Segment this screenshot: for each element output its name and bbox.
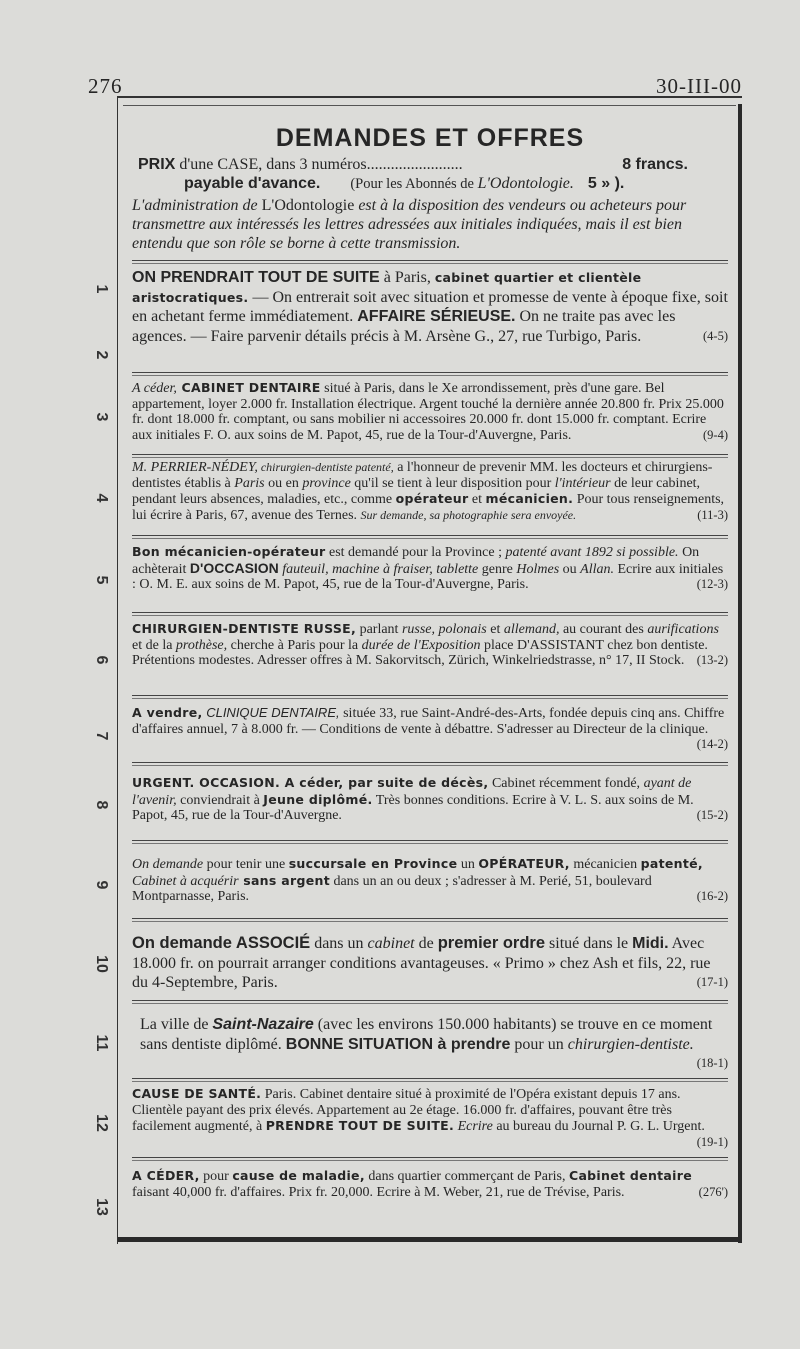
ad-10-text: pour un bbox=[510, 1035, 568, 1053]
ad-8-bold: patenté, bbox=[640, 856, 703, 871]
abonnes-text: (Pour les Abonnés de bbox=[350, 176, 478, 192]
ad-4-text: Ecrire aux initiales : O. M. E. aux soins de M. Papot, 45, rue de la Tour-d'Auvergne, Paris. bbox=[132, 561, 724, 593]
ad-9-ref: (17-1) bbox=[696, 975, 728, 989]
separator bbox=[132, 840, 728, 841]
ad-2-text: situé à Paris, dans le Xe arrondissement, près d'une gare. Bel appartement, loyer 2.000 fr. Installation électrique. Argent touché la dernière année 20.800 fr. Prix 25.000 fr. dont 18.000 fr. comptant, ou sans mobilier ni accessoires 20.000 fr. dont 15.000 fr. comptant. Ecrire aux initiales F. O. aux soins de M. Papot, 45, rue de la Tour-d'Auvergne, Paris. bbox=[132, 381, 724, 443]
ad-3-text: et bbox=[468, 492, 486, 508]
ad-3-lead: M. PERRIER-NÉDEY, bbox=[132, 460, 258, 475]
page-number: 276 bbox=[88, 74, 123, 98]
ad-9-bold: premier ordre bbox=[437, 934, 546, 952]
separator bbox=[132, 1000, 728, 1001]
ad-3-bold: mécanicien. bbox=[485, 491, 574, 507]
separator bbox=[132, 762, 728, 763]
ad-3-text: province bbox=[302, 475, 351, 491]
ad-3-bold: opérateur bbox=[395, 491, 469, 507]
ad-6 bbox=[132, 705, 728, 753]
separator bbox=[132, 612, 728, 613]
ad-1 bbox=[132, 268, 728, 346]
ad-11-text: Ecrire bbox=[454, 1119, 493, 1135]
margin-number-11: 11 bbox=[93, 1034, 110, 1052]
ad-2-bold: CABINET DENTAIRE bbox=[176, 380, 321, 395]
margin-number-1: 1 bbox=[93, 284, 110, 294]
ad-3-text: l'intérieur bbox=[554, 475, 611, 491]
margin-number-9: 9 bbox=[93, 880, 110, 890]
margin-number-3: 3 bbox=[93, 412, 110, 422]
ad-3-text: de leur cabinet, pendant leurs absences, maladies, etc., comme bbox=[132, 475, 701, 508]
ad-4 bbox=[132, 544, 728, 593]
ad-9-text: de bbox=[414, 935, 438, 952]
ad-2 bbox=[132, 380, 728, 443]
ad-4-ref: (12-3) bbox=[696, 577, 728, 592]
ad-3-ref: (11-3) bbox=[697, 507, 728, 522]
ad-8-bold: sans argent bbox=[238, 872, 330, 888]
ad-11-text: Paris. Cabinet dentaire situé à proximité de l'Opéra existant depuis 17 ans. Clientèle payant des prix élevés. Appartement au 2e étage. 16.000 fr. d'affaires, pouvant être très facilement augmenté, à bbox=[132, 1087, 681, 1135]
ad-4-text: genre bbox=[478, 561, 517, 577]
ad-1-lead: ON PRENDRAIT TOUT DE SUITE bbox=[132, 269, 380, 286]
ad-11-ref: (19-1) bbox=[696, 1134, 728, 1149]
ad-9-text: Avec 18.000 fr. on pourrait arranger conditions avantageuses. « Primo » chez Ash et fils, 22, rue du 4-Septembre, Paris. bbox=[132, 935, 711, 991]
ad-5-text: parlant bbox=[356, 622, 402, 637]
ad-9-lead: On demande ASSOCIÉ bbox=[132, 934, 311, 952]
ad-8-text: mécanicien bbox=[569, 857, 641, 872]
ad-10-lead: La ville de bbox=[140, 1016, 213, 1033]
ad-1-bold: AFFAIRE SÉRIEUSE. bbox=[357, 308, 516, 325]
intro-block bbox=[132, 155, 728, 253]
separator bbox=[132, 695, 728, 696]
ad-11 bbox=[132, 1086, 728, 1150]
ad-2-ref: (9-4) bbox=[703, 427, 728, 442]
ad-7-text: Cabinet récemment fondé, bbox=[488, 776, 644, 791]
ad-4-text: est demandé pour la Province ; bbox=[325, 545, 506, 560]
ad-6-text: située 33, rue Saint-André-des-Arts, fondée depuis cinq ans. Chiffre d'affaires annuel, 7 à 8.000 fr. — Conditions de vente à débattre. S'adresser au Directeur de la clinique. bbox=[132, 706, 725, 737]
abonnes-price: 5 » ). bbox=[587, 175, 625, 192]
margin-number-5: 5 bbox=[93, 575, 110, 585]
ad-11-bold: PRENDRE TOUT DE SUITE. bbox=[265, 1118, 455, 1134]
ad-5-text: prothèse, bbox=[175, 637, 228, 653]
separator bbox=[132, 260, 728, 261]
margin-number-4: 4 bbox=[93, 493, 110, 503]
ad-9-text: situé dans le bbox=[545, 935, 633, 952]
ad-5 bbox=[132, 621, 728, 669]
ad-12-ref: (276') bbox=[698, 1184, 728, 1199]
ad-8-text: un bbox=[457, 857, 479, 872]
ad-3-text: chirurgien-dentiste patenté, bbox=[257, 460, 394, 474]
note-text-2: est à la disposition des vendeurs ou acheteurs pour transmettre aux intéressés les lettres adressées aux initiales indiquées, mais il est bien entendu que son rôle se borne à cette transmission. bbox=[132, 197, 687, 252]
ad-3-text: Pour tous renseignements, lui écrire à Paris, 67, avenue des Ternes. bbox=[132, 492, 725, 523]
ad-9-text: cabinet bbox=[367, 935, 415, 952]
ad-3-text: qu'il se tient à leur disposition pour bbox=[350, 475, 555, 491]
ad-11-text: au bureau du Journal P. G. L. Urgent. bbox=[492, 1119, 705, 1135]
ad-10-bold: BONNE SITUATION à prendre bbox=[285, 1035, 511, 1053]
ad-10-ref: (18-1) bbox=[696, 1056, 728, 1070]
ad-5-text: et bbox=[486, 622, 504, 637]
ad-5-text: russe, polonais bbox=[401, 622, 487, 637]
ad-12-text: pour bbox=[199, 1169, 233, 1184]
ad-2-lead: A céder, bbox=[132, 381, 177, 396]
ad-9 bbox=[132, 934, 728, 993]
ad-3 bbox=[132, 460, 728, 523]
ad-5-text: cherche à Paris pour la bbox=[227, 637, 362, 653]
ad-5-ref: (13-2) bbox=[696, 653, 728, 668]
ad-1-ref: (4-5) bbox=[703, 328, 728, 343]
ad-8-text: Cabinet à acquérir bbox=[132, 873, 239, 889]
ad-5-text: aurifications bbox=[647, 622, 719, 637]
ad-8-bold: succursale en Province bbox=[288, 856, 458, 871]
ad-8-text: pour tenir une bbox=[203, 857, 289, 872]
price-value: 8 francs. bbox=[622, 156, 688, 173]
separator bbox=[132, 918, 728, 919]
separator bbox=[132, 1157, 728, 1158]
ad-3-text: a l'honneur de prevenir MM. les docteurs et chirurgiens-dentistes établis à bbox=[132, 460, 713, 491]
ad-4-text: Allan. bbox=[580, 561, 614, 577]
separator bbox=[132, 1078, 728, 1079]
ad-5-text: et de la bbox=[132, 637, 176, 653]
ad-3-text: ou en bbox=[264, 475, 303, 491]
ad-5-text: durée de l'Exposition bbox=[361, 637, 481, 653]
ad-1-text: à Paris, bbox=[379, 269, 435, 286]
note-text-1: L'administration de bbox=[132, 197, 262, 214]
ad-3-text: Sur demande, sa photographie sera envoyée. bbox=[360, 507, 577, 522]
ad-8 bbox=[132, 856, 728, 905]
ad-9-text: dans un bbox=[310, 935, 368, 952]
ad-11-lead: CAUSE DE SANTÉ. bbox=[132, 1086, 262, 1101]
margin-number-8: 8 bbox=[93, 800, 110, 810]
price-text: d'une CASE, dans 3 numéros........................ bbox=[175, 156, 463, 173]
ad-4-text: fauteuil, machine à fraiser, tablette bbox=[278, 561, 479, 577]
ad-1-bold: cabinet quartier et clientèle aristocratiques. bbox=[132, 270, 642, 305]
ad-8-text: dans un an ou deux ; s'adresser à M. Perié, 51, boulevard Montparnasse, Paris. bbox=[132, 873, 652, 905]
ad-4-text: On achèterait bbox=[132, 545, 700, 577]
ad-9-bold: Midi. bbox=[632, 935, 669, 952]
note-journal: L'Odontologie bbox=[261, 197, 355, 214]
ad-6-lead: A vendre, bbox=[132, 705, 203, 720]
ad-10-text: chirurgien-dentiste. bbox=[567, 1035, 694, 1053]
price-label: PRIX bbox=[138, 156, 176, 173]
ad-10-bold: Saint-Nazaire bbox=[212, 1016, 314, 1033]
ad-4-lead: Bon mécanicien-opérateur bbox=[132, 544, 326, 559]
ad-7-text: conviendrait à bbox=[176, 792, 264, 808]
payable-text: payable d'avance. bbox=[184, 175, 321, 192]
ad-8-ref: (16-2) bbox=[696, 889, 728, 904]
ad-10 bbox=[140, 1015, 728, 1074]
ad-7-ref: (15-2) bbox=[696, 808, 728, 823]
ad-1-text: On ne traite pas avec les agences. — Faire parvenir détails précis à M. Arsène G., 27, rue Turbigo, Paris. bbox=[132, 308, 676, 345]
ad-10-text: (avec les environs 150.000 habitants) se trouve en ce moment sans dentiste diplômé. bbox=[140, 1016, 713, 1053]
separator bbox=[132, 372, 728, 373]
ad-5-text: allemand, bbox=[503, 622, 560, 637]
ad-12-bold: cause de maladie, bbox=[232, 1168, 365, 1183]
ad-7-text: ayant de l'avenir, bbox=[132, 776, 692, 808]
ad-7 bbox=[132, 775, 728, 824]
ad-12-text: dans quartier commerçant de Paris, bbox=[364, 1169, 569, 1184]
ad-8-lead: On demande bbox=[132, 857, 204, 872]
ad-12 bbox=[132, 1168, 728, 1200]
ad-6-bold: CLINIQUE DENTAIRE, bbox=[202, 705, 340, 720]
page-title: DEMANDES ET OFFRES bbox=[275, 124, 585, 152]
margin-number-6: 6 bbox=[93, 655, 110, 665]
margin-number-7: 7 bbox=[93, 731, 110, 741]
ad-7-text: Très bonnes conditions. Ecrire à V. L. S. aux soins de M. Papot, 45, rue de la Tour-d'Auvergne. bbox=[132, 792, 694, 824]
margin-number-2: 2 bbox=[93, 350, 110, 360]
margin-number-12: 12 bbox=[93, 1114, 110, 1132]
ad-4-text: patenté avant 1892 si possible. bbox=[505, 545, 679, 560]
ad-4-bold: D'OCCASION bbox=[189, 559, 279, 576]
abonnes-journal: L'Odontologie. bbox=[477, 175, 574, 192]
ad-7-bold: Jeune diplômé. bbox=[263, 791, 373, 807]
ad-5-text: place D'ASSISTANT chez bon dentiste. Prétentions modestes. Adresser offres à M. Sakorvitsch, Zürich, Winkelriedstrasse, n° 17, II Stock. bbox=[132, 637, 708, 669]
ad-5-lead: CHIRURGIEN-DENTISTE RUSSE, bbox=[132, 621, 357, 636]
separator bbox=[132, 454, 728, 455]
ad-12-lead: A CÉDER, bbox=[132, 1168, 200, 1183]
ad-1-text: — On entrerait soit avec situation et promesse de vente à époque fixe, soit en achetant ferme immédiatement. bbox=[132, 288, 728, 325]
ad-8-bold: OPÉRATEUR, bbox=[478, 856, 570, 871]
ad-6-ref: (14-2) bbox=[696, 737, 728, 752]
ad-5-text: au courant des bbox=[559, 622, 648, 637]
margin-number-10: 10 bbox=[93, 955, 110, 973]
ad-3-text: Paris bbox=[234, 475, 265, 491]
margin-number-13: 13 bbox=[93, 1198, 110, 1216]
ad-7-bold: A céder, par suite de décès, bbox=[280, 775, 489, 790]
ad-4-text: Holmes bbox=[516, 561, 560, 577]
separator bbox=[132, 535, 728, 536]
ad-7-lead: URGENT. OCCASION. bbox=[132, 775, 281, 790]
issue-date: 30-III-00 bbox=[656, 74, 742, 98]
ad-12-bold: Cabinet dentaire bbox=[568, 1168, 692, 1183]
ad-12-text: faisant 40,000 fr. d'affaires. Prix fr. 20,000. Ecrire à M. Weber, 21, rue de Trévise, Paris. bbox=[132, 1184, 625, 1200]
ad-4-text: ou bbox=[559, 561, 581, 577]
